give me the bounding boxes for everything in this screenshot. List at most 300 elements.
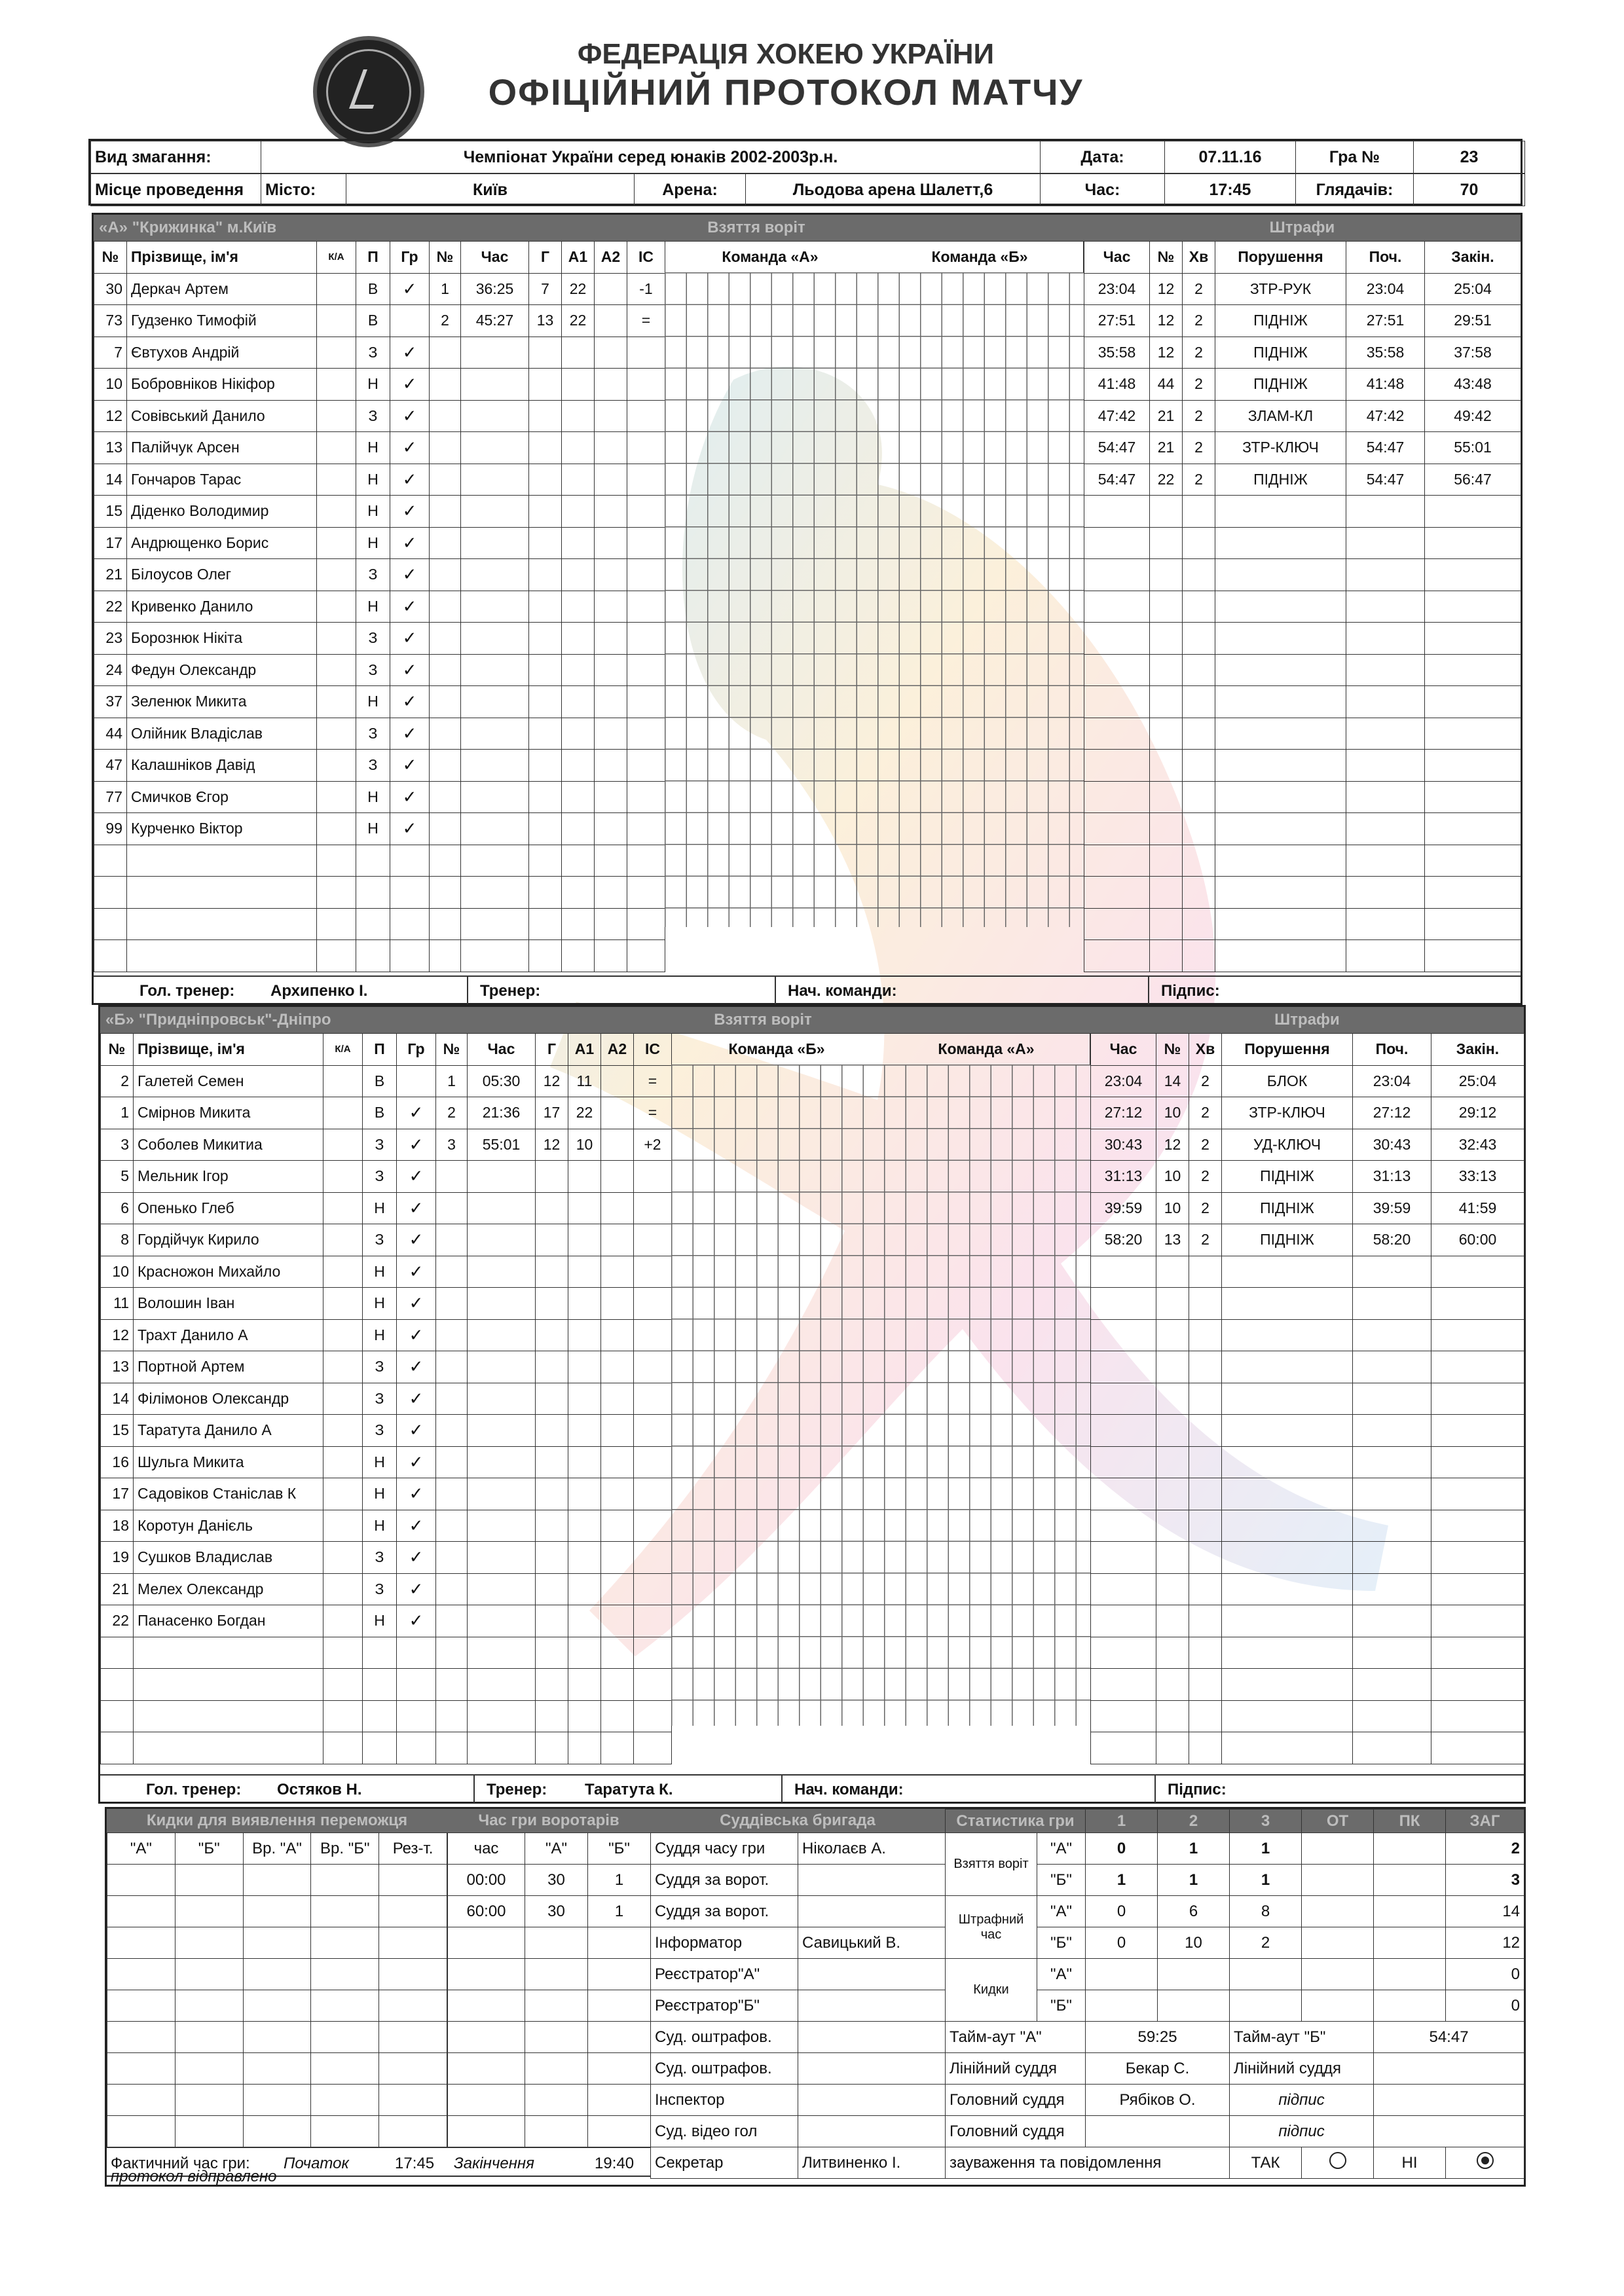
player-name	[134, 1637, 323, 1669]
player-position: Н	[356, 686, 390, 718]
referee-role: Інспектор	[651, 2085, 798, 2116]
penalty-row	[1091, 1415, 1524, 1447]
player-row	[101, 1161, 436, 1193]
goal-scorer	[536, 1510, 568, 1542]
penalty-minutes	[1189, 1446, 1222, 1478]
referee-row	[651, 2085, 946, 2116]
goal-ic	[634, 1351, 672, 1383]
goal-scorer	[536, 1415, 568, 1447]
goal-time	[461, 750, 529, 782]
goal-assist1	[568, 1319, 601, 1351]
penalty-time	[1091, 1288, 1156, 1320]
goal-assist1	[562, 654, 595, 686]
player-row	[101, 1732, 436, 1764]
col-goal-scorer: Г	[536, 1034, 568, 1066]
penalty-minutes	[1189, 1700, 1222, 1732]
goal-assist1	[562, 813, 595, 845]
goal-scorer	[536, 1288, 568, 1320]
player-played-check: ✓	[397, 1478, 436, 1510]
penalty-time: 30:43	[1091, 1129, 1156, 1161]
gk-cell	[525, 2022, 588, 2053]
penalty-player: 10	[1156, 1161, 1189, 1193]
timeout-label: Тайм-аут "Б"	[1230, 2022, 1374, 2053]
goal-row	[436, 1700, 672, 1732]
player-position: Н	[363, 1510, 397, 1542]
goal-number	[436, 1161, 468, 1193]
penalty-end	[1431, 1319, 1524, 1351]
goal-number	[436, 1288, 468, 1320]
col-ka: К/А	[323, 1034, 363, 1066]
stats-value: 10	[1158, 1927, 1230, 1959]
goal-assist1	[562, 591, 595, 623]
player-played-check: ✓	[397, 1605, 436, 1637]
goal-ic	[634, 1446, 672, 1478]
penalty-offence	[1222, 1256, 1353, 1288]
penalty-end: 29:12	[1431, 1097, 1524, 1129]
goal-assist2	[601, 1732, 634, 1764]
goal-scorer	[529, 559, 562, 591]
player-row	[94, 432, 430, 464]
penalty-time: 58:20	[1091, 1224, 1156, 1256]
team-a-penalties-bar: Штрафи	[1084, 215, 1521, 241]
goal-assist2	[601, 1478, 634, 1510]
penalty-minutes: 2	[1189, 1192, 1222, 1224]
stats-value: 2	[1230, 1927, 1302, 1959]
player-row	[94, 591, 430, 623]
col-goal-no: №	[430, 242, 461, 274]
referee-table	[650, 1809, 945, 2179]
goal-number: 1	[436, 1065, 468, 1097]
referee-row	[651, 1959, 946, 1990]
referee-role: Суддя за ворот.	[651, 1896, 798, 1927]
player-position: З	[363, 1542, 397, 1574]
stats-col-header: 1	[1086, 1810, 1158, 1833]
linesman-2	[1374, 2053, 1524, 2085]
player-played-check: ✓	[390, 400, 430, 432]
penalty-offence	[1222, 1605, 1353, 1637]
goal-row	[436, 1383, 672, 1415]
penalty-end	[1425, 845, 1521, 877]
penalty-minutes	[1183, 908, 1215, 940]
penalty-start	[1346, 877, 1425, 909]
gk-cell	[588, 1927, 651, 1959]
player-number: 22	[101, 1605, 134, 1637]
team-b-staff-row	[100, 1774, 1524, 1802]
penalty-minutes	[1189, 1478, 1222, 1510]
goal-assist1	[562, 781, 595, 813]
player-number: 99	[94, 813, 127, 845]
penalty-minutes	[1189, 1542, 1222, 1574]
goal-scorer: 17	[536, 1097, 568, 1129]
goal-assist2	[601, 1383, 634, 1415]
referee-name	[798, 2085, 946, 2116]
goal-scorer	[536, 1351, 568, 1383]
player-number: 73	[94, 305, 127, 337]
player-ka	[317, 813, 356, 845]
stats-value	[1374, 1896, 1446, 1927]
goal-assist1	[562, 369, 595, 401]
penalty-time	[1084, 527, 1150, 559]
penalty-minutes: 2	[1189, 1129, 1222, 1161]
goal-row	[436, 1161, 672, 1193]
goal-time	[461, 654, 529, 686]
player-number: 37	[94, 686, 127, 718]
penalty-time	[1084, 940, 1150, 972]
penalty-player	[1150, 591, 1183, 623]
player-name: Олійник Владіслав	[127, 718, 317, 750]
goal-time: 05:30	[468, 1065, 536, 1097]
shootout-cell	[311, 2053, 379, 2085]
goal-time	[468, 1542, 536, 1574]
penalty-minutes	[1183, 718, 1215, 750]
penalty-end	[1425, 718, 1521, 750]
stats-row-label: Штрафний час	[946, 1896, 1037, 1959]
goal-ic	[627, 432, 665, 464]
penalty-row	[1091, 1288, 1524, 1320]
team-a-chief-label: Нач. команди:	[788, 982, 897, 1000]
goal-ic	[634, 1700, 672, 1732]
player-name: Опенько Глеб	[134, 1192, 323, 1224]
player-played-check: ✓	[390, 718, 430, 750]
col-a2: А2	[595, 242, 627, 274]
penalty-row	[1084, 686, 1521, 718]
player-number: 13	[101, 1351, 134, 1383]
penalty-offence	[1215, 496, 1346, 528]
goal-assist1	[568, 1542, 601, 1574]
player-played-check: ✓	[390, 813, 430, 845]
shootout-cell	[379, 1896, 447, 1927]
player-number	[101, 1637, 134, 1669]
penalty-time	[1084, 908, 1150, 940]
col-ka: К/А	[317, 242, 356, 274]
goal-scorer	[529, 877, 562, 909]
penalty-time	[1091, 1351, 1156, 1383]
penalty-minutes	[1183, 527, 1215, 559]
penalty-time	[1091, 1383, 1156, 1415]
goal-scorer	[536, 1192, 568, 1224]
player-ka	[317, 940, 356, 972]
player-played-check	[397, 1732, 436, 1764]
shootout-cell	[175, 1865, 243, 1896]
player-position: Н	[356, 527, 390, 559]
goal-number	[436, 1415, 468, 1447]
goal-assist2	[601, 1288, 634, 1320]
player-ka	[323, 1224, 363, 1256]
penalty-offence	[1215, 940, 1346, 972]
player-row	[101, 1192, 436, 1224]
col-p: П	[363, 1034, 397, 1066]
goal-assist1	[568, 1256, 601, 1288]
stats-value: 0	[1086, 1896, 1158, 1927]
goal-row	[430, 623, 665, 655]
player-played-check	[397, 1700, 436, 1732]
player-name: Калашніков Давід	[127, 750, 317, 782]
player-number: 15	[94, 496, 127, 528]
stats-value	[1302, 1959, 1374, 1990]
player-name: Мельник Ігор	[134, 1161, 323, 1193]
penalty-time	[1084, 496, 1150, 528]
player-ka	[323, 1415, 363, 1447]
shootout-cell	[379, 2116, 447, 2147]
penalty-minutes	[1183, 654, 1215, 686]
player-ka	[317, 559, 356, 591]
penalty-start: 27:12	[1353, 1097, 1431, 1129]
goal-assist2	[601, 1161, 634, 1193]
stats-value: 1	[1230, 1865, 1302, 1896]
player-position: З	[363, 1224, 397, 1256]
player-position: Н	[356, 464, 390, 496]
player-ka	[317, 496, 356, 528]
player-ka	[323, 1478, 363, 1510]
penalty-row	[1084, 369, 1521, 401]
player-played-check: ✓	[397, 1415, 436, 1447]
goal-scorer	[536, 1319, 568, 1351]
player-row	[101, 1288, 436, 1320]
penalty-time	[1091, 1415, 1156, 1447]
goal-assist1	[562, 337, 595, 369]
penalty-player: 21	[1150, 432, 1183, 464]
penalty-row	[1091, 1319, 1524, 1351]
goal-scorer	[536, 1637, 568, 1669]
penalty-end: 49:42	[1425, 400, 1521, 432]
shootout-cell	[175, 2053, 243, 2085]
penalty-minutes	[1183, 813, 1215, 845]
stats-value: 1	[1158, 1865, 1230, 1896]
penalty-start: 58:20	[1353, 1224, 1431, 1256]
stats-value	[1374, 1990, 1446, 2022]
referee-row	[651, 2147, 946, 2179]
goal-time	[468, 1605, 536, 1637]
goal-assist2	[595, 305, 627, 337]
goal-number	[436, 1446, 468, 1478]
player-position: З	[356, 400, 390, 432]
team-b-trainer-label: Тренер:	[487, 1781, 547, 1798]
goal-time	[461, 908, 529, 940]
team-b-trainer: Таратута К.	[585, 1781, 673, 1798]
penalty-time	[1084, 845, 1150, 877]
penalty-minutes: 2	[1183, 305, 1215, 337]
penalty-player	[1156, 1732, 1189, 1764]
player-row	[101, 1478, 436, 1510]
team-a-coach: Архипенко І.	[270, 982, 368, 1000]
player-name: Смірнов Микита	[134, 1097, 323, 1129]
goal-scorer: 13	[529, 305, 562, 337]
team-a-section	[92, 213, 1522, 1005]
penalty-time	[1084, 654, 1150, 686]
player-row	[94, 813, 430, 845]
player-position: Н	[356, 591, 390, 623]
goal-scorer	[529, 845, 562, 877]
penalty-start	[1346, 940, 1425, 972]
player-ka	[317, 654, 356, 686]
penalty-offence	[1222, 1542, 1353, 1574]
team-b-roster	[100, 1033, 435, 1764]
spectators-value: 70	[1414, 174, 1525, 206]
penalty-end	[1425, 496, 1521, 528]
player-row	[101, 1065, 436, 1097]
player-ka	[317, 686, 356, 718]
penalty-minutes	[1189, 1351, 1222, 1383]
goal-scorer	[536, 1478, 568, 1510]
shootout-cell	[243, 2053, 311, 2085]
team-a-coach-label: Гол. тренер:	[139, 982, 235, 1000]
player-number: 11	[101, 1288, 134, 1320]
penalty-offence: ЗЛАМ-КЛ	[1215, 400, 1346, 432]
penalty-start	[1353, 1288, 1431, 1320]
goal-assist2	[601, 1097, 634, 1129]
goal-ic	[634, 1669, 672, 1701]
player-number	[101, 1732, 134, 1764]
player-number: 12	[94, 400, 127, 432]
player-name: Таратута Данило А	[134, 1415, 323, 1447]
player-number: 10	[101, 1256, 134, 1288]
shootout-col-header: "Б"	[175, 1833, 243, 1865]
goal-time	[468, 1319, 536, 1351]
goal-assist1	[568, 1510, 601, 1542]
player-played-check: ✓	[390, 337, 430, 369]
shootout-cell	[175, 2085, 243, 2116]
goal-ic	[627, 464, 665, 496]
penalty-end	[1425, 623, 1521, 655]
penalty-start: 54:47	[1346, 464, 1425, 496]
penalty-offence	[1222, 1732, 1353, 1764]
player-number	[94, 940, 127, 972]
gk-cell	[525, 1990, 588, 2022]
goal-assist1	[562, 750, 595, 782]
penalty-row	[1084, 400, 1521, 432]
penalty-time: 27:51	[1084, 305, 1150, 337]
goal-scorer	[536, 1573, 568, 1605]
penalty-minutes	[1183, 877, 1215, 909]
penalty-end	[1425, 781, 1521, 813]
player-name: Галетей Семен	[134, 1065, 323, 1097]
player-played-check: ✓	[397, 1351, 436, 1383]
player-position: Н	[363, 1446, 397, 1478]
penalty-time: 31:13	[1091, 1161, 1156, 1193]
gk-cell	[588, 1959, 651, 1990]
player-row	[101, 1669, 436, 1701]
player-ka	[323, 1351, 363, 1383]
goal-row	[436, 1415, 672, 1447]
player-name: Бобровніков Нікіфор	[127, 369, 317, 401]
team-b-sign-label: Підпис:	[1168, 1781, 1227, 1798]
player-name: Федун Олександр	[127, 654, 317, 686]
shootout-cell	[379, 1865, 447, 1896]
player-row	[101, 1097, 436, 1129]
goal-assist2	[595, 369, 627, 401]
head-ref: Рябіков О.	[1086, 2085, 1230, 2116]
penalty-start	[1346, 527, 1425, 559]
goal-number	[430, 686, 461, 718]
goal-assist1	[568, 1732, 601, 1764]
goal-number	[430, 654, 461, 686]
player-number: 21	[101, 1573, 134, 1605]
team-b-section	[98, 1005, 1526, 1804]
penalty-player: 10	[1156, 1192, 1189, 1224]
remarks-no-radio[interactable]	[1446, 2147, 1524, 2179]
goal-ic: -1	[627, 273, 665, 305]
penalty-start	[1346, 908, 1425, 940]
player-number: 15	[101, 1415, 134, 1447]
goal-assist2	[595, 908, 627, 940]
player-ka	[317, 432, 356, 464]
penalty-row	[1091, 1542, 1524, 1574]
goal-assist2	[601, 1510, 634, 1542]
goal-ic	[627, 591, 665, 623]
penalty-start	[1353, 1446, 1431, 1478]
penalty-offence: ЗТР-КЛЮЧ	[1215, 432, 1346, 464]
goal-scorer	[529, 337, 562, 369]
penalty-time	[1084, 686, 1150, 718]
penalty-offence	[1222, 1669, 1353, 1701]
referee-row	[651, 1833, 946, 1865]
remarks-yes-radio[interactable]	[1302, 2147, 1374, 2179]
player-name: Кривенко Данило	[127, 591, 317, 623]
stats-value: 3	[1446, 1865, 1524, 1896]
player-ka	[323, 1542, 363, 1574]
referee-row	[651, 2022, 946, 2053]
player-position	[356, 877, 390, 909]
penalty-time: 54:47	[1084, 464, 1150, 496]
penalty-time	[1091, 1478, 1156, 1510]
goal-row	[430, 400, 665, 432]
gk-cell: 00:00	[448, 1865, 525, 1896]
goal-assist1: 11	[568, 1065, 601, 1097]
player-ka	[323, 1161, 363, 1193]
shootout-cell	[175, 2022, 243, 2053]
stats-value	[1158, 1990, 1230, 2022]
gk-cell	[448, 2022, 525, 2053]
player-name: Євтухов Андрій	[127, 337, 317, 369]
penalty-player	[1156, 1319, 1189, 1351]
shootout-cell	[107, 1927, 175, 1959]
penalty-minutes	[1183, 940, 1215, 972]
goal-assist2	[601, 1700, 634, 1732]
competition-label: Вид змагання:	[91, 141, 261, 173]
col-no: №	[94, 242, 127, 274]
penalty-row	[1084, 718, 1521, 750]
stats-value: 2	[1446, 1833, 1524, 1865]
penalty-player: 44	[1150, 369, 1183, 401]
penalty-player	[1156, 1415, 1189, 1447]
penalty-player	[1150, 845, 1183, 877]
referee-role: Суддя за ворот.	[651, 1865, 798, 1896]
goal-scorer	[529, 432, 562, 464]
referee-row	[651, 1927, 946, 1959]
goal-ic	[634, 1605, 672, 1637]
penalty-time	[1084, 781, 1150, 813]
shootout-cell	[107, 1896, 175, 1927]
gk-cell	[448, 2116, 525, 2147]
player-row	[94, 337, 430, 369]
penalty-time	[1091, 1669, 1156, 1701]
goal-assist2	[595, 527, 627, 559]
penalty-minutes	[1189, 1383, 1222, 1415]
goal-assist1	[568, 1669, 601, 1701]
goal-scorer	[529, 623, 562, 655]
goal-assist2	[595, 686, 627, 718]
referee-row	[651, 2053, 946, 2085]
goal-row	[430, 877, 665, 909]
goal-ic	[627, 845, 665, 877]
player-name: Сушков Владислав	[134, 1542, 323, 1574]
penalty-start: 47:42	[1346, 400, 1425, 432]
penalty-minutes	[1183, 781, 1215, 813]
shootout-cell	[243, 2116, 311, 2147]
penalty-player	[1150, 527, 1183, 559]
player-played-check: ✓	[397, 1542, 436, 1574]
stats-col-header: 2	[1158, 1810, 1230, 1833]
